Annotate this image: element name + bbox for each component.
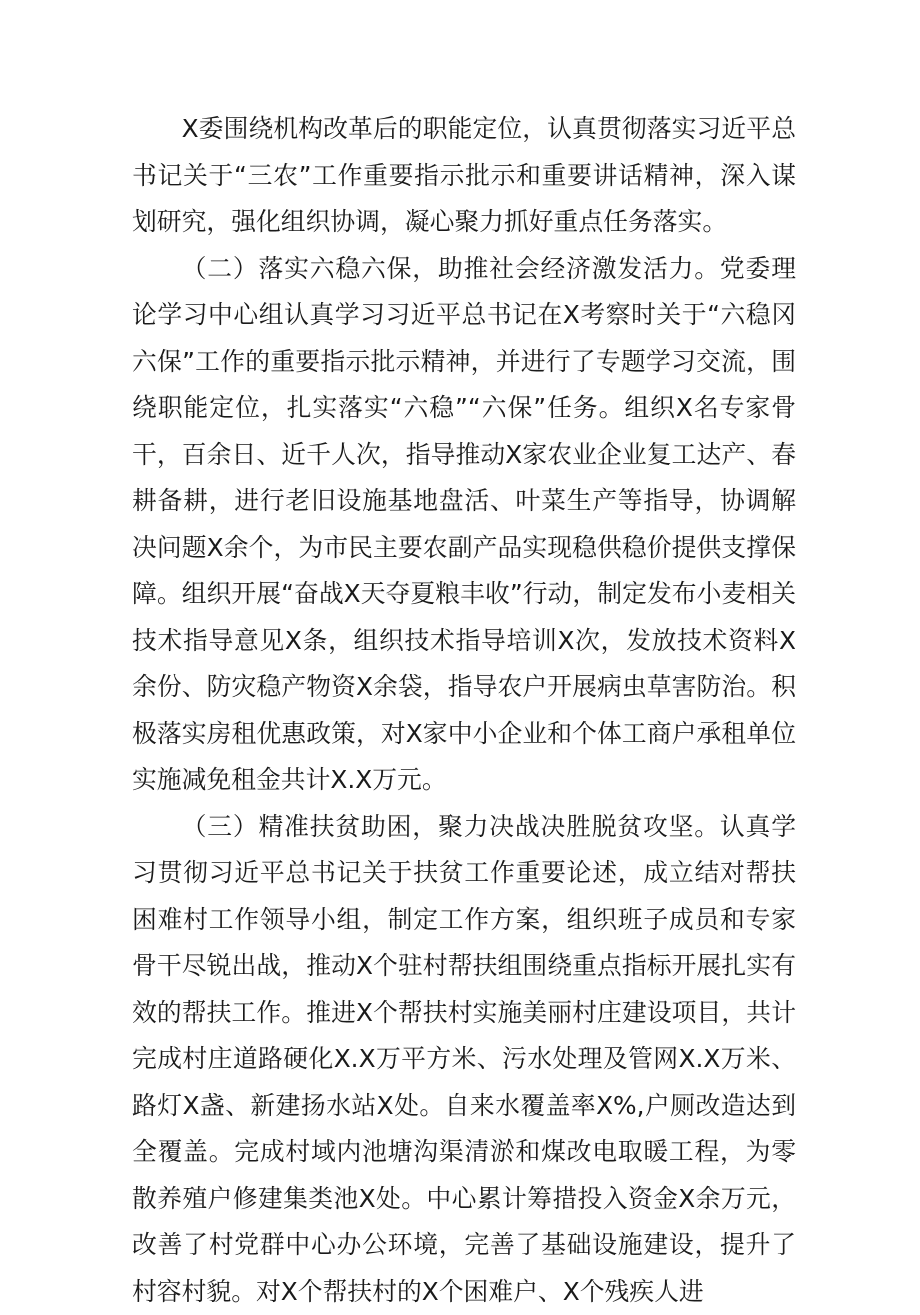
paragraph-section-2: （二）落实六稳六保，助推社会经济激发活力。党委理论学习中心组认真学习习近平总书记在X考察时关于“六稳冈六保”工作的重要指示批示精神，并进行了专题学习交流，围绕职能定位，扎实落实“六稳”“六保”任务。组织X名专家骨干，百余日、近千人次，指导推动X家农业企业复工达产、春耕备耕，进行老旧设施基地盘活、叶菜生产等指导，协调解决问题X余个，为市民主要农副产品实现稳供稳价提供支撑保障。组织开展“奋战X天夺夏粮丰收”行动，制定发布小麦相关技术指导意见X条，组织技术指导培训X次，发放技术资料X余份、防灾稳产物资X余袋，指导农户开展病虫草害防治。积极落实房租优惠政策，对X家中小企业和个体工商户承租单位实施减免租金共计X.X万元。	[132, 246, 796, 804]
paragraph-section-3: （三）精准扶贫助困，聚力决战决胜脱贫攻坚。认真学习贯彻习近平总书记关于扶贫工作重要论述，成立结对帮扶困难村工作领导小组，制定工作方案，组织班子成员和专家骨干尽锐出战，推动X个驻村帮扶组围绕重点指标开展扎实有效的帮扶工作。推进X个帮扶村实施美丽村庄建设项目，共计完成村庄道路硬化X.X万平方米、污水处理及管网X.X万米、路灯X盏、新建扬水站X处。自来水覆盖率X%,户厕改造达到全覆盖。完成村域内池塘沟渠清淤和煤改电取暖工程，为零散养殖户修建集类池X处。中心累计筹措投入资金X余万元，改善了村党群中心办公环境，完善了基础设施建设，提升了村容村貌。对X个帮扶村的X个困难户、X个残疾人进	[132, 804, 796, 1315]
paragraph-intro: X委围绕机构改革后的职能定位，认真贯彻落实习近平总书记关于“三农”工作重要指示批示和重要讲话精神，深入谋划研究，强化组织协调，凝心聚力抓好重点任务落实。	[132, 106, 796, 246]
document-body	[132, 106, 796, 1315]
